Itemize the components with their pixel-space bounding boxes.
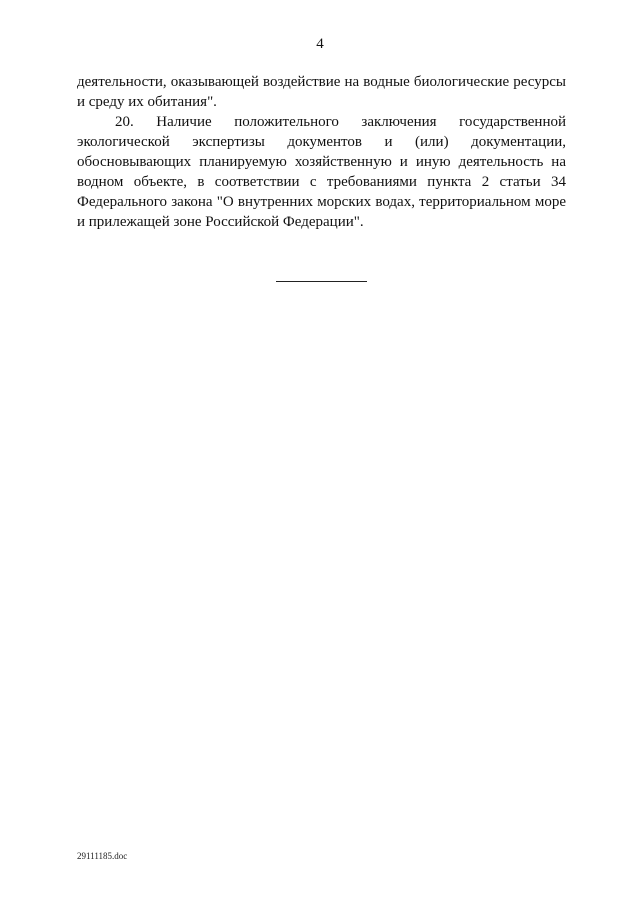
document-body [77, 72, 566, 232]
paragraph-item-20: 20. Наличие положительного заключения государственной экологической экспертизы документов и (или) документации, обосновывающих планируемую хозяйственную и иную деятельность на водном объекте, в соответствии с требованиями пункта 2 статьи 34 Федерального закона "О внутренних морских водах, территориальном море и прилежащей зоне Российской Федерации". [77, 114, 566, 230]
page-number: 4 [316, 36, 324, 52]
end-separator-line [276, 281, 367, 282]
paragraph-continuation: деятельности, оказывающей воздействие на водные биологические ресурсы и среду их обитания". [77, 74, 566, 110]
footer-doc-code: 29111185.doc [77, 851, 128, 861]
